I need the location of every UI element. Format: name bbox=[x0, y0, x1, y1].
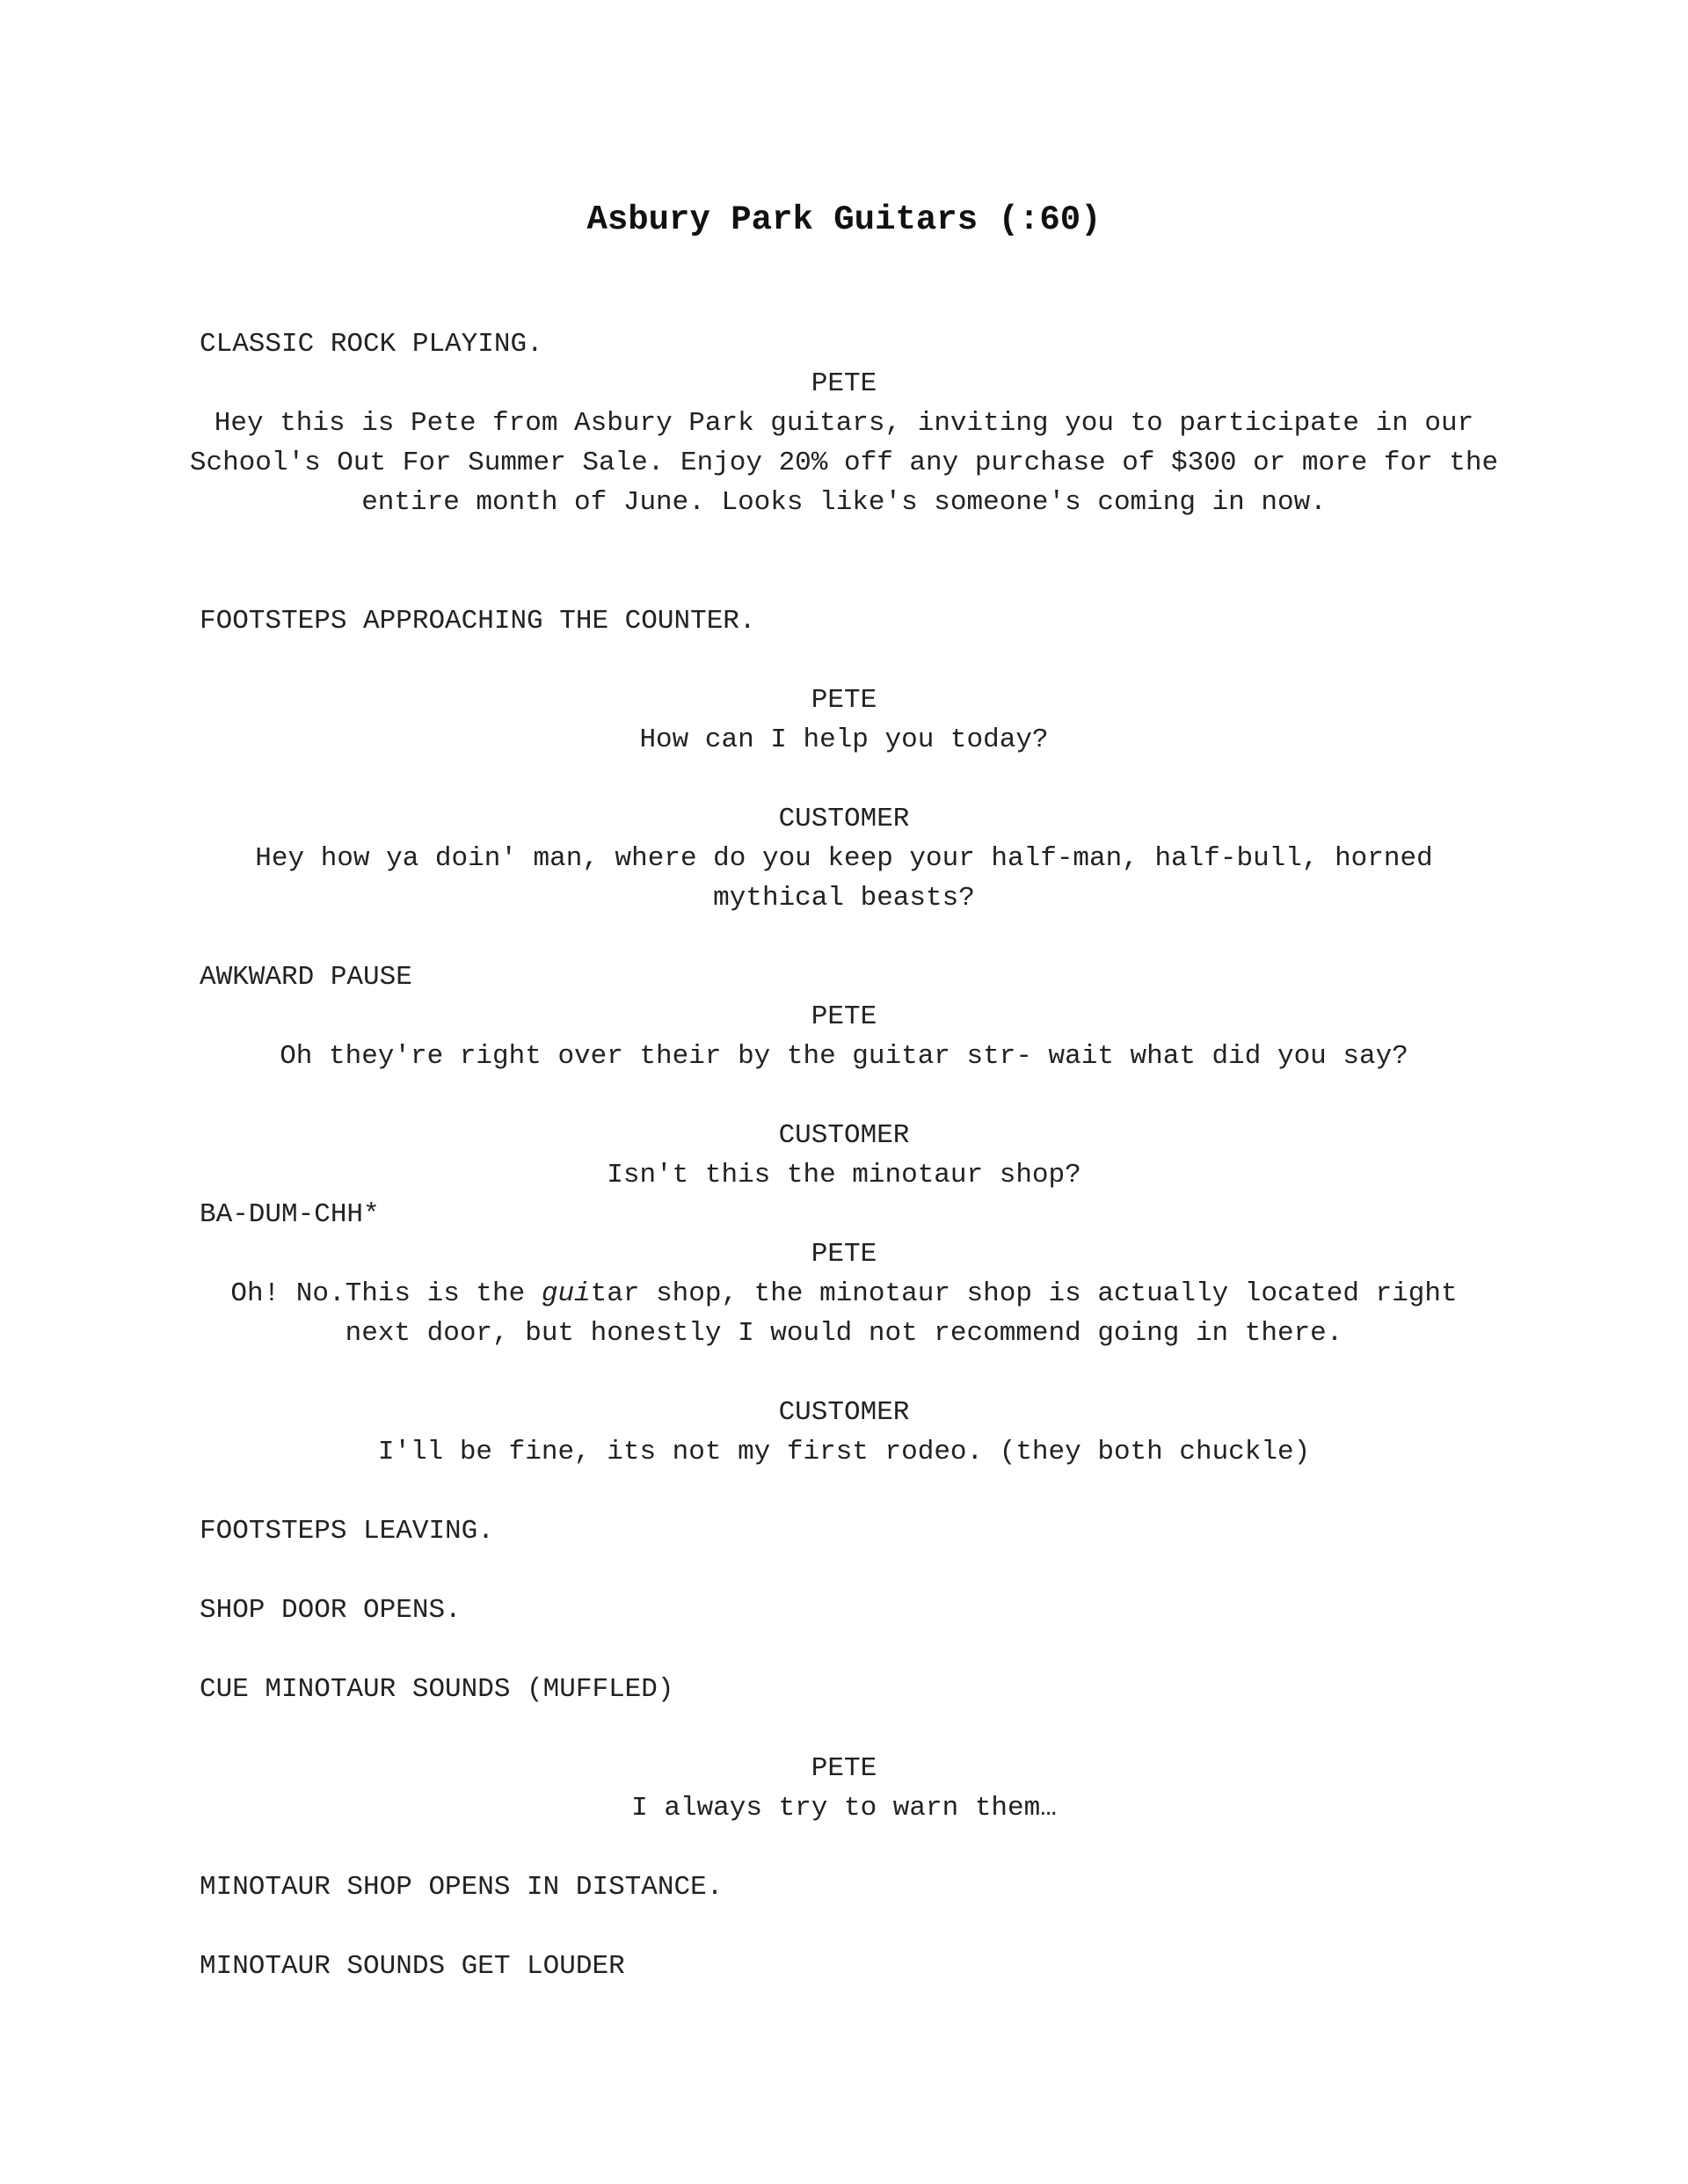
character-name: PETE bbox=[811, 685, 877, 716]
character-name: CUSTOMER bbox=[778, 1120, 910, 1151]
action-line: FOOTSTEPS APPROACHING THE COUNTER. bbox=[200, 606, 756, 637]
dialogue-part: tar shop, the minotaur shop is actually located right next door, but honestly I would not recommend going in there. bbox=[345, 1278, 1458, 1349]
action-line: BA-DUM-CHH* bbox=[200, 1199, 380, 1230]
dialogue: I always try to warn them… bbox=[631, 1793, 1057, 1824]
dialogue bbox=[211, 1274, 1477, 1353]
dialogue-part: Oh! No.This is the bbox=[230, 1278, 542, 1309]
action-line: SHOP DOOR OPENS. bbox=[200, 1595, 462, 1626]
character-name: PETE bbox=[811, 1753, 877, 1784]
action-line: CUE MINOTAUR SOUNDS (MUFFLED) bbox=[200, 1674, 674, 1705]
character-name: PETE bbox=[811, 1001, 877, 1032]
action-line: CLASSIC ROCK PLAYING. bbox=[200, 329, 543, 360]
dialogue: Isn't this the minotaur shop? bbox=[607, 1160, 1081, 1190]
character-name: PETE bbox=[811, 368, 877, 399]
character-name: CUSTOMER bbox=[778, 804, 910, 834]
dialogue: I'll be fine, its not my first rodeo. (they both chuckle) bbox=[377, 1437, 1311, 1467]
action-line: MINOTAUR SOUNDS GET LOUDER bbox=[200, 1951, 625, 1982]
character-name: PETE bbox=[811, 1239, 877, 1270]
dialogue: Oh they're right over their by the guitar str- wait what did you say? bbox=[280, 1041, 1408, 1072]
script-title: Asbury Park Guitars (:60) bbox=[586, 200, 1102, 239]
character-name: CUSTOMER bbox=[778, 1397, 910, 1428]
dialogue: Hey how ya doin' man, where do you keep your half-man, half-bull, horned mythical beasts? bbox=[255, 843, 1433, 914]
action-line: FOOTSTEPS LEAVING. bbox=[200, 1516, 494, 1547]
action-line: MINOTAUR SHOP OPENS IN DISTANCE. bbox=[200, 1872, 724, 1903]
dialogue: How can I help you today? bbox=[639, 724, 1049, 755]
dialogue-emphasis: gui bbox=[541, 1278, 591, 1309]
dialogue: Hey this is Pete from Asbury Park guitars, inviting you to participate in our School's Out For Summer Sale. Enjoy 20% off any purchase of $300 or more for the entire month of June. Looks like's someone's coming in now. bbox=[189, 408, 1499, 518]
action-line: AWKWARD PAUSE bbox=[200, 962, 412, 993]
